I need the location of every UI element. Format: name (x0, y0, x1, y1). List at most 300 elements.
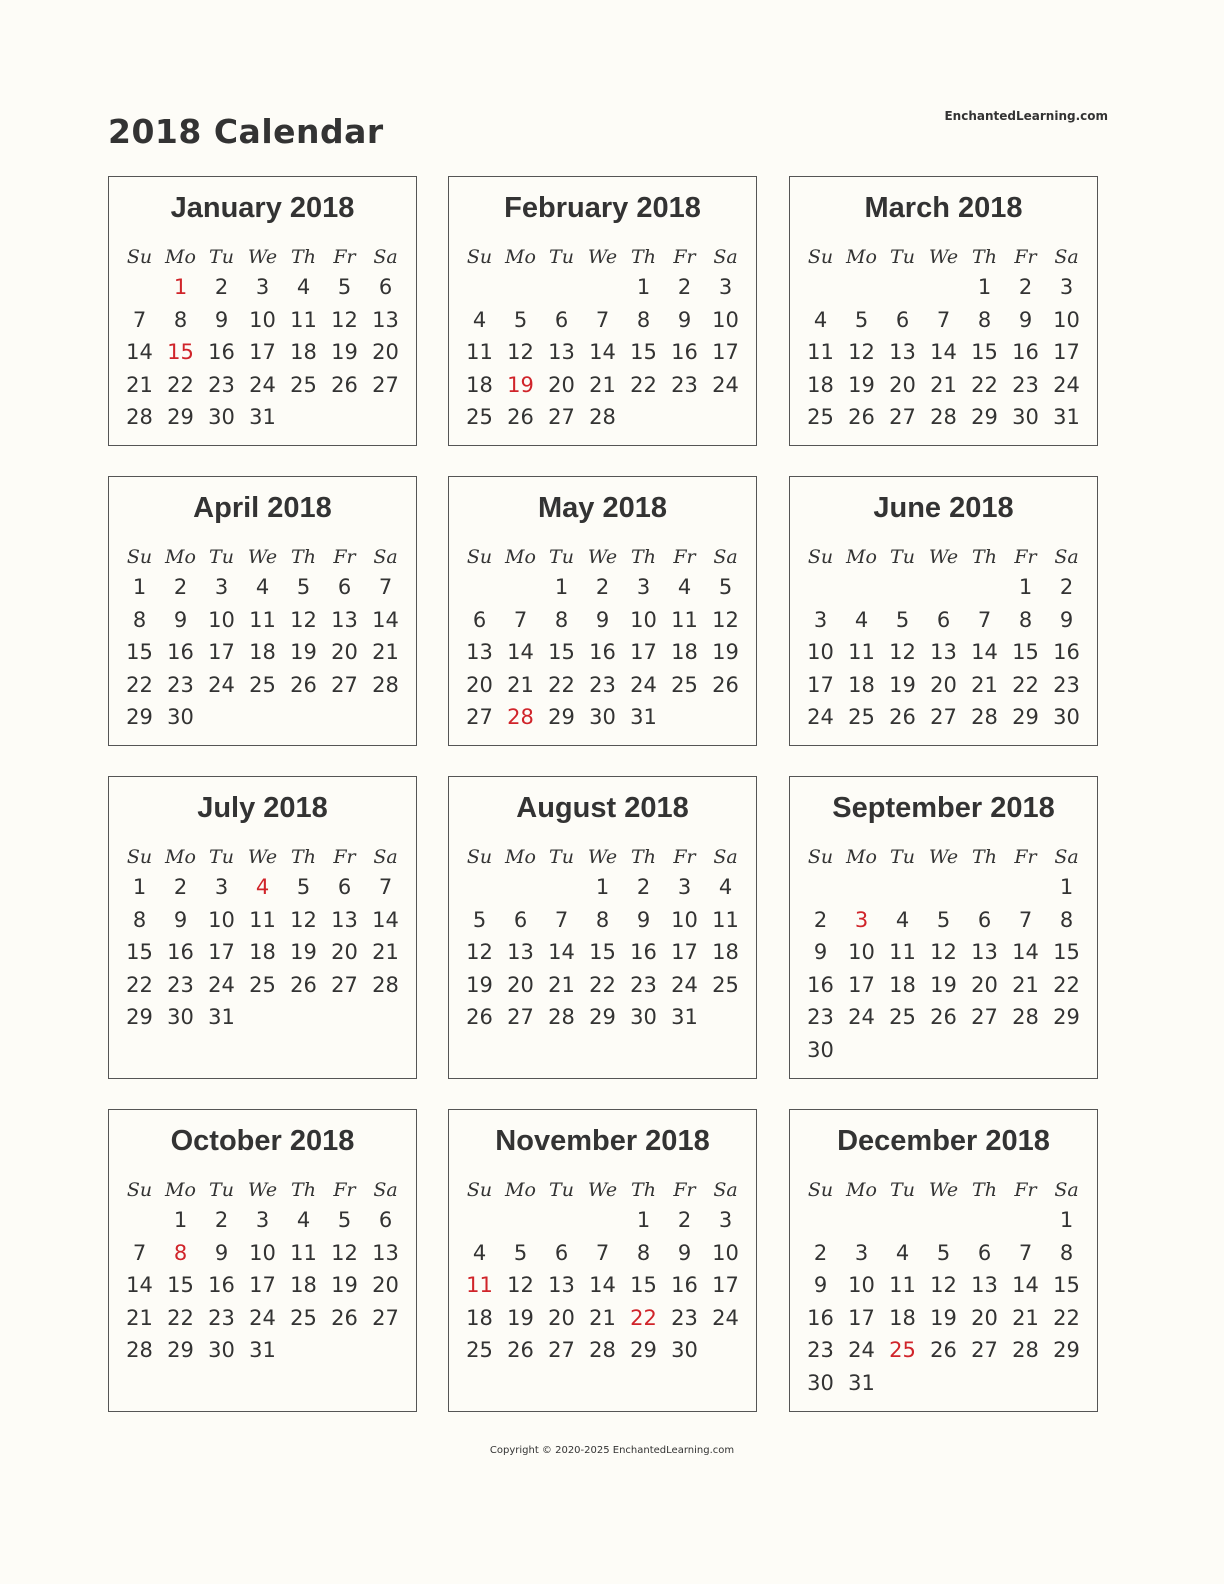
weekday-label: Fr (1014, 246, 1037, 268)
day-cell: 16 (589, 640, 616, 665)
weekday-label: Mo (846, 546, 877, 568)
day-cell: 20 (331, 940, 358, 965)
day-cell: 7 (1018, 907, 1033, 932)
day-cell: 21 (589, 1305, 616, 1330)
day-cell: 30 (589, 705, 616, 730)
weekday-label: We (587, 846, 618, 868)
day-cell: 11 (290, 1240, 317, 1265)
weekday-label: Fr (673, 546, 696, 568)
weekday-label: Sa (713, 546, 738, 568)
day-cell: 6 (337, 575, 352, 599)
day-cell: 21 (930, 372, 957, 397)
day-cell: 20 (466, 672, 493, 697)
day-cell: 15 (167, 1273, 194, 1298)
day-cell: 25 (671, 672, 698, 697)
day-cell: 22 (1053, 1305, 1080, 1330)
day-cell: 24 (1053, 372, 1080, 397)
weekday-label: Tu (890, 246, 915, 268)
day-cell: 8 (132, 907, 147, 932)
day-cell: 1 (132, 575, 147, 599)
day-cell: 13 (372, 1240, 399, 1265)
day-cell: 19 (466, 972, 493, 997)
weekday-label: We (928, 546, 959, 568)
day-cell: 17 (807, 672, 834, 697)
day-cell: 24 (249, 1305, 276, 1330)
day-cell: 1 (595, 875, 610, 899)
day-cell: 11 (466, 340, 493, 365)
day-cell: 11 (848, 640, 875, 665)
weekday-label: Th (631, 1179, 656, 1201)
day-cell: 24 (208, 972, 235, 997)
month-january (108, 176, 417, 446)
day-cell: 26 (331, 1305, 358, 1330)
day-cell: 27 (971, 1338, 998, 1363)
day-cell: 28 (589, 405, 616, 430)
day-cell: 19 (290, 940, 317, 965)
day-cell: 15 (589, 940, 616, 965)
weekday-label: Su (466, 546, 493, 568)
day-cell: 5 (513, 307, 528, 332)
month-december (789, 1109, 1098, 1412)
day-cell: 30 (630, 1005, 657, 1030)
month-title: June 2018 (873, 492, 1014, 524)
day-cell: 30 (208, 1338, 235, 1363)
day-cell: 15 (126, 640, 153, 665)
weekday-label: Tu (549, 846, 574, 868)
day-cell: 7 (132, 1240, 147, 1265)
day-cell: 5 (936, 907, 951, 932)
day-cell: 28 (971, 705, 998, 730)
weekday-label: Fr (673, 846, 696, 868)
day-cell: 4 (813, 307, 828, 332)
day-cell: 1 (977, 275, 992, 299)
site-link[interactable]: EnchantedLearning.com (944, 109, 1108, 123)
day-cell: 23 (807, 1005, 834, 1030)
day-cell: 9 (214, 1240, 229, 1265)
day-cell: 8 (132, 607, 147, 632)
day-cell: 16 (208, 1273, 235, 1298)
day-cell: 16 (1053, 640, 1080, 665)
weekday-label: Th (972, 246, 997, 268)
day-cell: 12 (331, 1240, 358, 1265)
day-cell: 18 (290, 1273, 317, 1298)
month-september (789, 776, 1098, 1079)
holiday-day: 4 (255, 875, 270, 899)
day-cell: 24 (249, 372, 276, 397)
weekday-label: Mo (505, 246, 536, 268)
holiday-day: 8 (173, 1240, 188, 1265)
holiday-day: 11 (466, 1273, 493, 1298)
day-cell: 16 (630, 940, 657, 965)
day-cell: 15 (971, 340, 998, 365)
day-cell: 19 (848, 372, 875, 397)
day-cell: 15 (1053, 1273, 1080, 1298)
day-cell: 2 (677, 275, 692, 299)
weekday-label: Sa (373, 246, 398, 268)
weekday-label: Su (126, 1179, 153, 1201)
weekday-label: Th (972, 846, 997, 868)
day-cell: 24 (848, 1338, 875, 1363)
day-cell: 25 (466, 1338, 493, 1363)
day-cell: 19 (331, 340, 358, 365)
day-cell: 17 (712, 1273, 739, 1298)
day-cell: 27 (548, 1338, 575, 1363)
day-cell: 14 (548, 940, 575, 965)
day-cell: 6 (554, 307, 569, 332)
day-cell: 8 (554, 607, 569, 632)
weekday-label: Sa (1054, 846, 1079, 868)
month-february (448, 176, 757, 446)
day-cell: 12 (930, 1273, 957, 1298)
day-cell: 23 (671, 372, 698, 397)
day-cell: 22 (167, 372, 194, 397)
weekday-label: We (247, 246, 278, 268)
day-cell: 18 (671, 640, 698, 665)
day-cell: 7 (378, 575, 393, 599)
weekday-label: We (247, 1179, 278, 1201)
day-cell: 27 (331, 672, 358, 697)
day-cell: 1 (132, 875, 147, 899)
day-cell: 31 (208, 1005, 235, 1030)
weekday-label: Sa (373, 546, 398, 568)
day-cell: 10 (249, 1240, 276, 1265)
day-cell: 13 (466, 640, 493, 665)
day-cell: 21 (1012, 972, 1039, 997)
page-title: 2018 Calendar (108, 112, 384, 151)
day-cell: 18 (848, 672, 875, 697)
weekday-label: Sa (373, 846, 398, 868)
day-cell: 20 (548, 372, 575, 397)
day-cell: 19 (331, 1273, 358, 1298)
month-title: January 2018 (170, 192, 355, 224)
month-title: July 2018 (197, 792, 328, 824)
day-cell: 28 (930, 405, 957, 430)
day-cell: 2 (173, 575, 188, 599)
day-cell: 28 (1012, 1338, 1039, 1363)
day-cell: 10 (208, 607, 235, 632)
day-cell: 12 (507, 340, 534, 365)
day-cell: 28 (589, 1338, 616, 1363)
day-cell: 17 (712, 340, 739, 365)
month-title: November 2018 (495, 1125, 710, 1157)
day-cell: 27 (372, 372, 399, 397)
weekday-label: Th (291, 246, 316, 268)
day-cell: 15 (630, 1273, 657, 1298)
day-cell: 6 (472, 607, 487, 632)
day-cell: 12 (331, 307, 358, 332)
day-cell: 31 (1053, 405, 1080, 430)
day-cell: 11 (889, 940, 916, 965)
day-cell: 11 (671, 607, 698, 632)
day-cell: 26 (930, 1338, 957, 1363)
day-cell: 6 (936, 607, 951, 632)
day-cell: 2 (214, 1208, 229, 1232)
day-cell: 29 (548, 705, 575, 730)
day-cell: 19 (290, 640, 317, 665)
day-cell: 3 (1059, 275, 1074, 299)
day-cell: 3 (854, 1240, 869, 1265)
day-cell: 23 (208, 372, 235, 397)
day-cell: 18 (466, 372, 493, 397)
weekday-label: Tu (890, 1179, 915, 1201)
day-cell: 9 (677, 307, 692, 332)
day-cell: 23 (167, 672, 194, 697)
weekday-label: Th (291, 1179, 316, 1201)
day-cell: 6 (554, 1240, 569, 1265)
weekday-label: We (928, 246, 959, 268)
day-cell: 26 (331, 372, 358, 397)
day-cell: 23 (167, 972, 194, 997)
day-cell: 27 (889, 405, 916, 430)
weekday-label: Mo (505, 546, 536, 568)
day-cell: 29 (1053, 1005, 1080, 1030)
day-cell: 21 (126, 1305, 153, 1330)
day-cell: 5 (895, 607, 910, 632)
day-cell: 29 (167, 1338, 194, 1363)
weekday-label: Tu (209, 1179, 234, 1201)
day-cell: 13 (971, 940, 998, 965)
day-cell: 7 (977, 607, 992, 632)
day-cell: 8 (1059, 907, 1074, 932)
weekday-label: Mo (505, 1179, 536, 1201)
weekday-label: Su (807, 246, 834, 268)
day-cell: 20 (889, 372, 916, 397)
weekday-label: Th (631, 246, 656, 268)
weekday-label: Su (466, 1179, 493, 1201)
day-cell: 3 (718, 275, 733, 299)
day-cell: 9 (173, 607, 188, 632)
day-cell: 15 (548, 640, 575, 665)
day-cell: 2 (214, 275, 229, 299)
day-cell: 12 (848, 340, 875, 365)
day-cell: 12 (290, 607, 317, 632)
day-cell: 17 (848, 1305, 875, 1330)
weekday-label: Sa (1054, 246, 1079, 268)
day-cell: 11 (249, 607, 276, 632)
day-cell: 4 (677, 575, 692, 599)
day-cell: 28 (126, 1338, 153, 1363)
day-cell: 14 (930, 340, 957, 365)
day-cell: 19 (507, 1305, 534, 1330)
weekday-label: Th (972, 546, 997, 568)
day-cell: 13 (372, 307, 399, 332)
weekday-label: Su (126, 546, 153, 568)
month-august (448, 776, 757, 1079)
day-cell: 26 (930, 1005, 957, 1030)
month-title: October 2018 (170, 1125, 355, 1157)
day-cell: 14 (507, 640, 534, 665)
day-cell: 31 (848, 1371, 875, 1395)
weekday-label: Mo (165, 846, 196, 868)
month-november (448, 1109, 757, 1412)
day-cell: 27 (930, 705, 957, 730)
day-cell: 14 (1012, 940, 1039, 965)
day-cell: 28 (548, 1005, 575, 1030)
holiday-day: 3 (854, 907, 869, 932)
day-cell: 14 (126, 1273, 153, 1298)
weekday-label: Fr (673, 246, 696, 268)
day-cell: 26 (507, 405, 534, 430)
weekday-label: Th (291, 546, 316, 568)
day-cell: 4 (854, 607, 869, 632)
day-cell: 11 (889, 1273, 916, 1298)
month-title: May 2018 (538, 492, 667, 524)
day-cell: 25 (290, 1305, 317, 1330)
day-cell: 30 (1053, 705, 1080, 730)
day-cell: 5 (718, 575, 733, 599)
day-cell: 25 (712, 972, 739, 997)
day-cell: 4 (472, 1240, 487, 1265)
day-cell: 17 (208, 640, 235, 665)
weekday-label: Sa (713, 246, 738, 268)
day-cell: 13 (548, 1273, 575, 1298)
day-cell: 31 (249, 1338, 276, 1363)
day-cell: 26 (290, 672, 317, 697)
weekday-label: Th (631, 846, 656, 868)
day-cell: 17 (1053, 340, 1080, 365)
weekday-label: Th (972, 1179, 997, 1201)
day-cell: 16 (807, 972, 834, 997)
weekday-label: We (587, 1179, 618, 1201)
day-cell: 18 (807, 372, 834, 397)
day-cell: 3 (214, 575, 229, 599)
weekday-label: We (247, 846, 278, 868)
day-cell: 23 (208, 1305, 235, 1330)
day-cell: 15 (1053, 940, 1080, 965)
day-cell: 22 (1053, 972, 1080, 997)
day-cell: 1 (636, 1208, 651, 1232)
day-cell: 10 (712, 1240, 739, 1265)
day-cell: 16 (208, 340, 235, 365)
weekday-label: Sa (1054, 546, 1079, 568)
weekday-label: Fr (333, 246, 356, 268)
day-cell: 8 (1059, 1240, 1074, 1265)
day-cell: 1 (1018, 575, 1033, 599)
day-cell: 17 (630, 640, 657, 665)
weekday-label: Mo (165, 546, 196, 568)
day-cell: 20 (331, 640, 358, 665)
day-cell: 24 (712, 372, 739, 397)
month-may (448, 476, 757, 746)
day-cell: 26 (889, 705, 916, 730)
day-cell: 12 (466, 940, 493, 965)
day-cell: 31 (630, 705, 657, 730)
day-cell: 27 (548, 405, 575, 430)
weekday-label: Su (126, 246, 153, 268)
day-cell: 29 (1012, 705, 1039, 730)
day-cell: 5 (936, 1240, 951, 1265)
day-cell: 17 (249, 340, 276, 365)
weekday-label: We (587, 246, 618, 268)
day-cell: 13 (971, 1273, 998, 1298)
day-cell: 16 (807, 1305, 834, 1330)
day-cell: 29 (126, 705, 153, 730)
day-cell: 18 (466, 1305, 493, 1330)
weekday-label: Fr (333, 846, 356, 868)
day-cell: 10 (1053, 307, 1080, 332)
day-cell: 19 (712, 640, 739, 665)
day-cell: 30 (208, 405, 235, 430)
day-cell: 30 (167, 705, 194, 730)
day-cell: 21 (971, 672, 998, 697)
day-cell: 6 (513, 907, 528, 932)
day-cell: 2 (595, 575, 610, 599)
day-cell: 24 (807, 705, 834, 730)
day-cell: 24 (848, 1005, 875, 1030)
day-cell: 10 (671, 907, 698, 932)
day-cell: 16 (1012, 340, 1039, 365)
month-title: December 2018 (837, 1125, 1050, 1157)
day-cell: 13 (889, 340, 916, 365)
day-cell: 7 (513, 607, 528, 632)
day-cell: 25 (889, 1005, 916, 1030)
weekday-label: Su (466, 246, 493, 268)
day-cell: 7 (936, 307, 951, 332)
weekday-label: Tu (549, 546, 574, 568)
weekday-label: Fr (1014, 546, 1037, 568)
day-cell: 27 (372, 1305, 399, 1330)
day-cell: 31 (249, 405, 276, 430)
day-cell: 29 (589, 1005, 616, 1030)
day-cell: 16 (167, 640, 194, 665)
day-cell: 12 (889, 640, 916, 665)
day-cell: 11 (712, 907, 739, 932)
day-cell: 22 (548, 672, 575, 697)
day-cell: 17 (671, 940, 698, 965)
day-cell: 5 (337, 275, 352, 299)
day-cell: 5 (513, 1240, 528, 1265)
day-cell: 26 (466, 1005, 493, 1030)
day-cell: 25 (249, 972, 276, 997)
day-cell: 7 (595, 1240, 610, 1265)
weekday-label: Tu (890, 546, 915, 568)
weekday-label: We (247, 546, 278, 568)
day-cell: 4 (296, 275, 311, 299)
day-cell: 23 (671, 1305, 698, 1330)
day-cell: 10 (848, 1273, 875, 1298)
day-cell: 4 (255, 575, 270, 599)
day-cell: 18 (712, 940, 739, 965)
day-cell: 9 (214, 307, 229, 332)
day-cell: 29 (167, 405, 194, 430)
day-cell: 22 (126, 672, 153, 697)
day-cell: 8 (595, 907, 610, 932)
day-cell: 14 (589, 1273, 616, 1298)
day-cell: 2 (813, 1240, 828, 1265)
day-cell: 22 (971, 372, 998, 397)
day-cell: 4 (472, 307, 487, 332)
day-cell: 27 (466, 705, 493, 730)
weekday-label: Mo (505, 846, 536, 868)
holiday-day: 25 (889, 1338, 916, 1363)
day-cell: 17 (848, 972, 875, 997)
day-cell: 15 (1012, 640, 1039, 665)
day-cell: 24 (630, 672, 657, 697)
holiday-day: 28 (507, 705, 534, 730)
day-cell: 14 (589, 340, 616, 365)
day-cell: 27 (331, 972, 358, 997)
day-cell: 8 (636, 307, 651, 332)
day-cell: 2 (677, 1208, 692, 1232)
day-cell: 24 (208, 672, 235, 697)
day-cell: 19 (930, 1305, 957, 1330)
day-cell: 14 (1012, 1273, 1039, 1298)
day-cell: 24 (671, 972, 698, 997)
day-cell: 16 (167, 940, 194, 965)
day-cell: 14 (971, 640, 998, 665)
month-title: February 2018 (504, 192, 701, 224)
day-cell: 18 (249, 940, 276, 965)
